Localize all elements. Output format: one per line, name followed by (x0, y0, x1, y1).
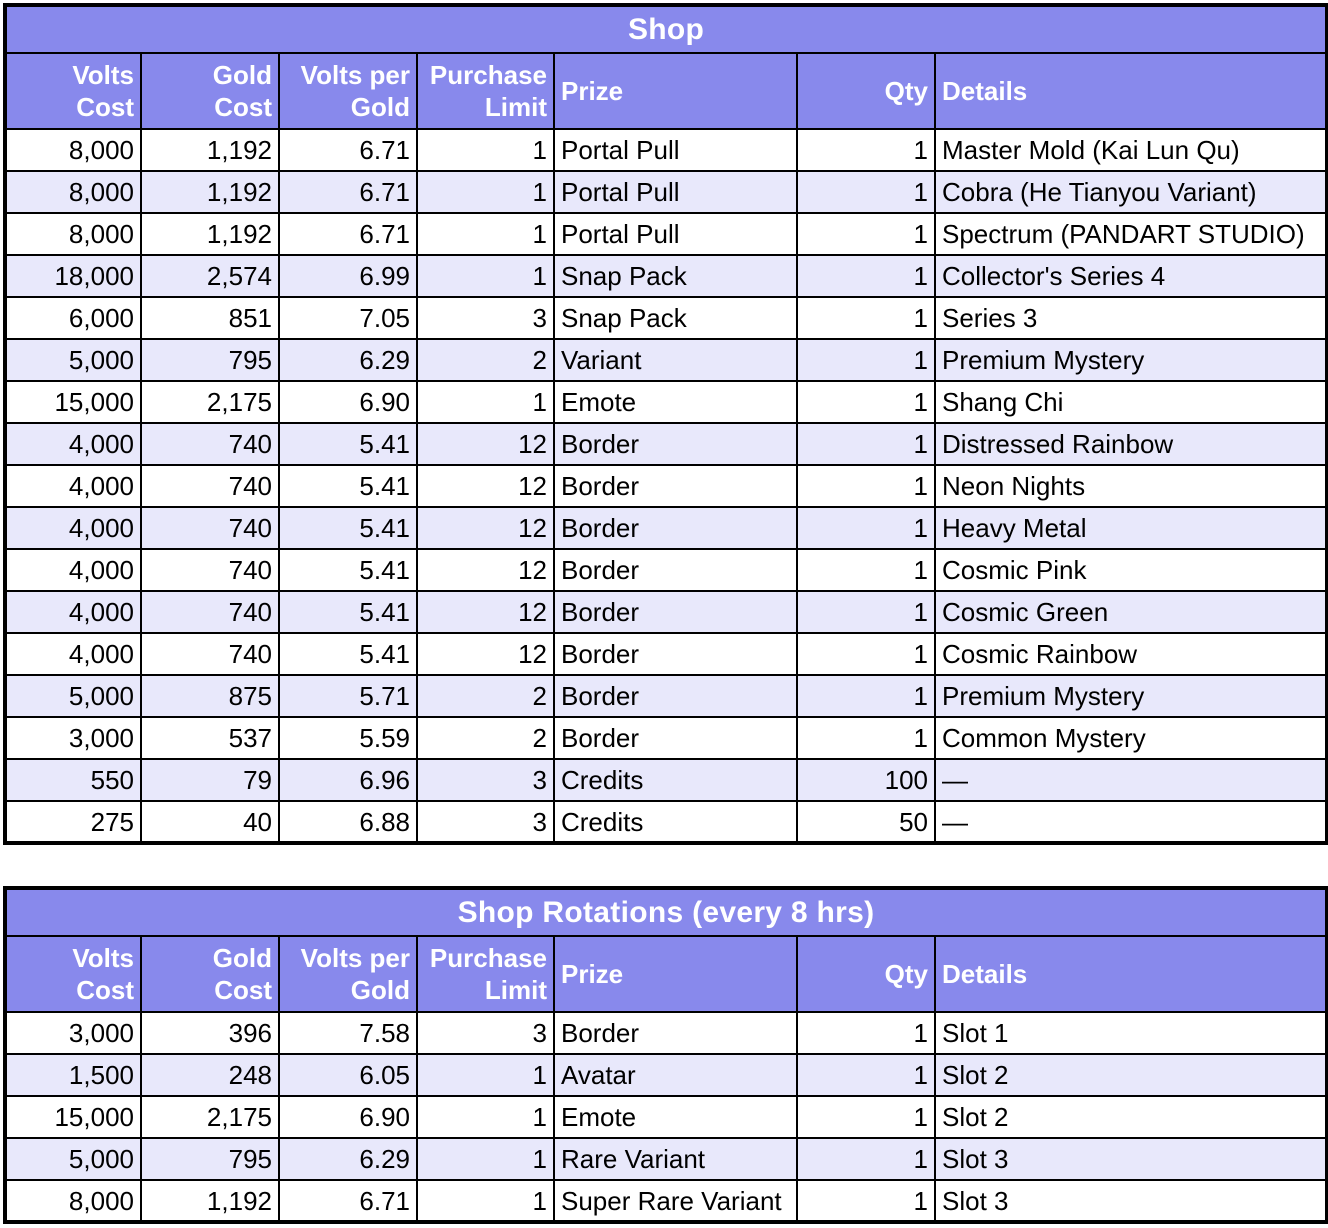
header-details: Details (935, 936, 1327, 1012)
cell-volts-cost: 18,000 (5, 255, 141, 297)
cell-volts-cost: 8,000 (5, 1180, 141, 1222)
cell-qty: 1 (797, 675, 935, 717)
rotations-header-row (5, 936, 1327, 1012)
cell-volts-cost: 4,000 (5, 549, 141, 591)
table-row (5, 633, 1327, 675)
cell-gold-cost: 795 (141, 1138, 279, 1180)
cell-volts-per-gold: 6.71 (279, 213, 417, 255)
cell-purchase-limit: 1 (417, 213, 554, 255)
cell-qty: 1 (797, 465, 935, 507)
cell-gold-cost: 851 (141, 297, 279, 339)
cell-purchase-limit: 1 (417, 255, 554, 297)
cell-prize: Border (554, 507, 797, 549)
cell-volts-cost: 4,000 (5, 423, 141, 465)
cell-prize: Border (554, 633, 797, 675)
cell-gold-cost: 1,192 (141, 213, 279, 255)
cell-details: Series 3 (935, 297, 1327, 339)
cell-prize: Avatar (554, 1054, 797, 1096)
header-volts-per-gold: Volts per Gold (279, 936, 417, 1012)
cell-purchase-limit: 3 (417, 759, 554, 801)
table-row (5, 213, 1327, 255)
cell-qty: 1 (797, 423, 935, 465)
rotations-title: Shop Rotations (every 8 hrs) (5, 888, 1327, 936)
cell-volts-cost: 15,000 (5, 381, 141, 423)
cell-gold-cost: 740 (141, 507, 279, 549)
table-row (5, 297, 1327, 339)
cell-volts-cost: 5,000 (5, 1138, 141, 1180)
header-gold-cost: Gold Cost (141, 936, 279, 1012)
cell-prize: Variant (554, 339, 797, 381)
cell-gold-cost: 1,192 (141, 171, 279, 213)
cell-prize: Portal Pull (554, 129, 797, 171)
cell-gold-cost: 740 (141, 591, 279, 633)
table-row (5, 171, 1327, 213)
cell-volts-per-gold: 6.88 (279, 801, 417, 843)
cell-qty: 1 (797, 129, 935, 171)
cell-prize: Border (554, 423, 797, 465)
cell-details: Neon Nights (935, 465, 1327, 507)
cell-gold-cost: 740 (141, 633, 279, 675)
cell-qty: 1 (797, 1180, 935, 1222)
cell-gold-cost: 1,192 (141, 1180, 279, 1222)
cell-volts-per-gold: 7.58 (279, 1012, 417, 1054)
cell-prize: Border (554, 675, 797, 717)
header-purchase-limit: Purchase Limit (417, 936, 554, 1012)
cell-gold-cost: 2,175 (141, 1096, 279, 1138)
cell-purchase-limit: 12 (417, 423, 554, 465)
cell-volts-cost: 275 (5, 801, 141, 843)
cell-volts-per-gold: 6.71 (279, 171, 417, 213)
cell-volts-per-gold: 5.71 (279, 675, 417, 717)
cell-gold-cost: 79 (141, 759, 279, 801)
cell-details: Slot 2 (935, 1096, 1327, 1138)
cell-purchase-limit: 12 (417, 591, 554, 633)
cell-purchase-limit: 1 (417, 129, 554, 171)
cell-prize: Border (554, 591, 797, 633)
cell-prize: Snap Pack (554, 255, 797, 297)
cell-prize: Portal Pull (554, 171, 797, 213)
rotations-title-row (5, 888, 1327, 936)
cell-details: Cosmic Green (935, 591, 1327, 633)
table-row (5, 759, 1327, 801)
shop-header-row (5, 53, 1327, 129)
cell-gold-cost: 396 (141, 1012, 279, 1054)
cell-volts-cost: 1,500 (5, 1054, 141, 1096)
cell-purchase-limit: 12 (417, 507, 554, 549)
cell-qty: 1 (797, 339, 935, 381)
table-row (5, 381, 1327, 423)
cell-qty: 1 (797, 171, 935, 213)
cell-qty: 1 (797, 381, 935, 423)
cell-gold-cost: 740 (141, 549, 279, 591)
cell-details: Premium Mystery (935, 675, 1327, 717)
cell-volts-cost: 550 (5, 759, 141, 801)
cell-prize: Border (554, 465, 797, 507)
cell-details: Common Mystery (935, 717, 1327, 759)
cell-volts-per-gold: 6.99 (279, 255, 417, 297)
cell-gold-cost: 2,574 (141, 255, 279, 297)
cell-details: Slot 1 (935, 1012, 1327, 1054)
cell-gold-cost: 740 (141, 423, 279, 465)
cell-volts-per-gold: 6.90 (279, 381, 417, 423)
cell-volts-cost: 8,000 (5, 213, 141, 255)
cell-prize: Border (554, 1012, 797, 1054)
cell-volts-cost: 8,000 (5, 171, 141, 213)
cell-prize: Credits (554, 759, 797, 801)
cell-details: Slot 2 (935, 1054, 1327, 1096)
cell-prize: Emote (554, 1096, 797, 1138)
cell-purchase-limit: 3 (417, 297, 554, 339)
cell-purchase-limit: 1 (417, 171, 554, 213)
header-qty: Qty (797, 53, 935, 129)
cell-gold-cost: 875 (141, 675, 279, 717)
cell-qty: 1 (797, 591, 935, 633)
table-row (5, 255, 1327, 297)
table-row (5, 591, 1327, 633)
cell-volts-per-gold: 5.41 (279, 465, 417, 507)
cell-volts-per-gold: 5.59 (279, 717, 417, 759)
cell-purchase-limit: 1 (417, 1138, 554, 1180)
cell-qty: 1 (797, 1012, 935, 1054)
cell-volts-cost: 4,000 (5, 465, 141, 507)
header-gold-cost: Gold Cost (141, 53, 279, 129)
cell-volts-per-gold: 5.41 (279, 423, 417, 465)
cell-qty: 1 (797, 717, 935, 759)
cell-prize: Border (554, 717, 797, 759)
cell-details: Cobra (He Tianyou Variant) (935, 171, 1327, 213)
table-row (5, 1096, 1327, 1138)
cell-volts-per-gold: 6.05 (279, 1054, 417, 1096)
cell-qty: 1 (797, 1054, 935, 1096)
cell-qty: 1 (797, 633, 935, 675)
table-row (5, 507, 1327, 549)
table-row (5, 465, 1327, 507)
table-row (5, 423, 1327, 465)
table-row (5, 717, 1327, 759)
cell-qty: 1 (797, 1096, 935, 1138)
cell-details: Slot 3 (935, 1138, 1327, 1180)
cell-gold-cost: 248 (141, 1054, 279, 1096)
cell-prize: Border (554, 549, 797, 591)
cell-prize: Snap Pack (554, 297, 797, 339)
cell-volts-per-gold: 6.71 (279, 1180, 417, 1222)
cell-details: Cosmic Rainbow (935, 633, 1327, 675)
cell-details: Master Mold (Kai Lun Qu) (935, 129, 1327, 171)
cell-prize: Rare Variant (554, 1138, 797, 1180)
rotations-table-body (5, 1012, 1327, 1222)
table-row (5, 339, 1327, 381)
header-details: Details (935, 53, 1327, 129)
cell-qty: 1 (797, 1138, 935, 1180)
cell-details: Collector's Series 4 (935, 255, 1327, 297)
table-row (5, 549, 1327, 591)
cell-volts-cost: 4,000 (5, 633, 141, 675)
cell-gold-cost: 1,192 (141, 129, 279, 171)
table-row (5, 1054, 1327, 1096)
table-row (5, 1138, 1327, 1180)
cell-gold-cost: 795 (141, 339, 279, 381)
cell-volts-cost: 3,000 (5, 1012, 141, 1054)
cell-purchase-limit: 1 (417, 381, 554, 423)
cell-volts-cost: 4,000 (5, 507, 141, 549)
table-row (5, 801, 1327, 843)
table-row (5, 1180, 1327, 1222)
cell-prize: Portal Pull (554, 213, 797, 255)
header-prize: Prize (554, 53, 797, 129)
cell-volts-per-gold: 6.96 (279, 759, 417, 801)
cell-volts-per-gold: 6.71 (279, 129, 417, 171)
cell-purchase-limit: 12 (417, 633, 554, 675)
cell-details: Shang Chi (935, 381, 1327, 423)
cell-volts-per-gold: 6.90 (279, 1096, 417, 1138)
cell-purchase-limit: 12 (417, 465, 554, 507)
cell-gold-cost: 40 (141, 801, 279, 843)
cell-volts-cost: 15,000 (5, 1096, 141, 1138)
table-row (5, 129, 1327, 171)
cell-volts-cost: 5,000 (5, 339, 141, 381)
cell-volts-per-gold: 5.41 (279, 507, 417, 549)
cell-volts-cost: 5,000 (5, 675, 141, 717)
cell-purchase-limit: 3 (417, 1012, 554, 1054)
cell-details: — (935, 759, 1327, 801)
cell-details: — (935, 801, 1327, 843)
cell-prize: Credits (554, 801, 797, 843)
cell-qty: 100 (797, 759, 935, 801)
cell-volts-per-gold: 5.41 (279, 633, 417, 675)
cell-purchase-limit: 1 (417, 1054, 554, 1096)
cell-details: Spectrum (PANDART STUDIO) (935, 213, 1327, 255)
cell-purchase-limit: 2 (417, 675, 554, 717)
cell-volts-cost: 8,000 (5, 129, 141, 171)
header-volts-cost: Volts Cost (5, 936, 141, 1012)
cell-volts-per-gold: 7.05 (279, 297, 417, 339)
header-prize: Prize (554, 936, 797, 1012)
cell-qty: 1 (797, 297, 935, 339)
shop-title-row (5, 5, 1327, 53)
table-row (5, 675, 1327, 717)
rotations-table (3, 886, 1328, 1224)
cell-gold-cost: 2,175 (141, 381, 279, 423)
cell-details: Slot 3 (935, 1180, 1327, 1222)
shop-table-body (5, 129, 1327, 843)
cell-purchase-limit: 3 (417, 801, 554, 843)
cell-volts-cost: 3,000 (5, 717, 141, 759)
cell-details: Premium Mystery (935, 339, 1327, 381)
cell-qty: 1 (797, 255, 935, 297)
cell-qty: 1 (797, 507, 935, 549)
header-qty: Qty (797, 936, 935, 1012)
cell-qty: 1 (797, 549, 935, 591)
table-row (5, 1012, 1327, 1054)
cell-purchase-limit: 1 (417, 1180, 554, 1222)
cell-volts-per-gold: 5.41 (279, 591, 417, 633)
cell-volts-cost: 4,000 (5, 591, 141, 633)
cell-gold-cost: 740 (141, 465, 279, 507)
header-volts-per-gold: Volts per Gold (279, 53, 417, 129)
header-purchase-limit: Purchase Limit (417, 53, 554, 129)
cell-purchase-limit: 12 (417, 549, 554, 591)
cell-details: Heavy Metal (935, 507, 1327, 549)
cell-purchase-limit: 2 (417, 717, 554, 759)
cell-gold-cost: 537 (141, 717, 279, 759)
cell-details: Distressed Rainbow (935, 423, 1327, 465)
shop-title: Shop (5, 5, 1327, 53)
cell-volts-per-gold: 6.29 (279, 339, 417, 381)
header-volts-cost: Volts Cost (5, 53, 141, 129)
cell-qty: 1 (797, 213, 935, 255)
cell-qty: 50 (797, 801, 935, 843)
cell-volts-per-gold: 5.41 (279, 549, 417, 591)
cell-prize: Super Rare Variant (554, 1180, 797, 1222)
cell-purchase-limit: 2 (417, 339, 554, 381)
cell-details: Cosmic Pink (935, 549, 1327, 591)
cell-purchase-limit: 1 (417, 1096, 554, 1138)
cell-prize: Emote (554, 381, 797, 423)
cell-volts-per-gold: 6.29 (279, 1138, 417, 1180)
cell-volts-cost: 6,000 (5, 297, 141, 339)
shop-table (3, 3, 1328, 845)
